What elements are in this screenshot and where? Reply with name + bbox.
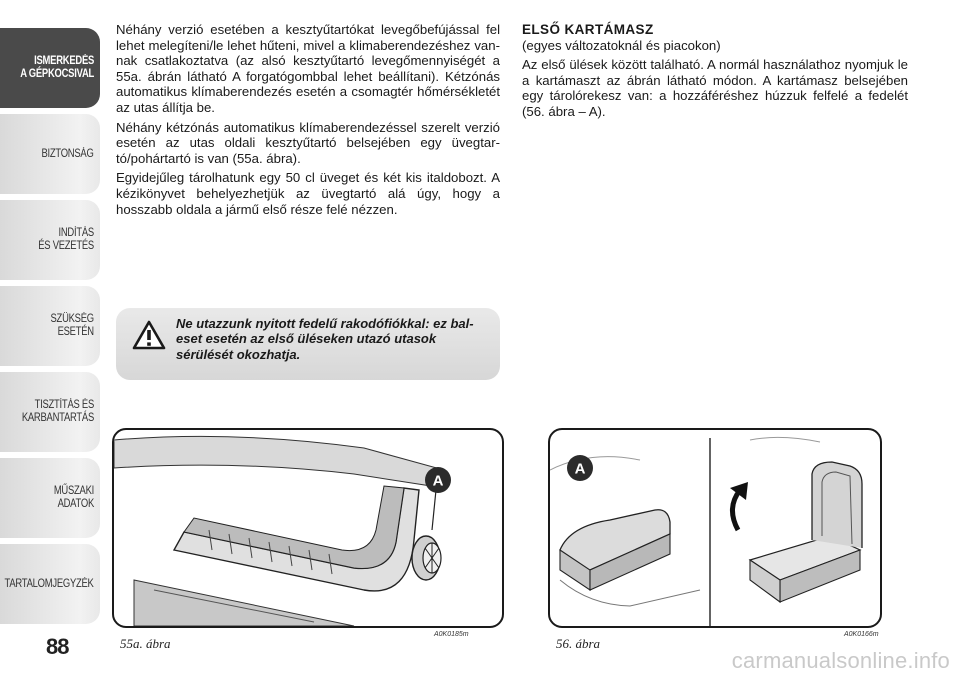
tab-inditas[interactable] — [0, 200, 100, 280]
paragraph: Néhány verzió esetében a kesztyűtartókat levegőbefújással fel lehet melegíteni/le lehet hűteni, mivel a klimaberendezéshez van-nak csatlakoztatva (az alsó kesztyűtartó levegőmennyiségét a 55a. ábrán látható A forgatógombbal lehet beállítani). Kétzónás automatikus klímaberendezés esetén a csomagtér hőmérsékletét az utas állítja be. — [116, 22, 500, 115]
tab-muszaki[interactable] — [0, 458, 100, 538]
warning-text: Ne utazzunk nyitott fedelű rakodófiókkal: ez bal-eset esetén az első üléseken utazó utasok sérülését okozhatja. — [176, 316, 474, 362]
figure-caption-55a: 55a. ábra — [120, 636, 171, 651]
figure-label-a: A — [574, 460, 586, 478]
tab-tisztitas[interactable] — [0, 372, 100, 452]
paragraph: Néhány kétzónás automatikus klímaberendezéssel szerelt verzió esetén az utas oldali kesztyűtartó belsejében egy üvegtar-tó/pohártartó is van (55a. ábra). — [116, 119, 500, 166]
tab-szukseg[interactable] — [0, 286, 100, 366]
warning-triangle-icon — [132, 320, 166, 355]
watermark-text: carmanualsonline.info — [731, 648, 950, 673]
paragraph: Az első ülések között található. A normál használathoz nyomjuk le a kartámaszt az ábrán látható módon. A kartámasz belsejében egy tárolórekesz van: a hozzáféréshez húzzuk felfelé a fedelét (56. ábra – A). — [522, 57, 908, 119]
right-text-column — [522, 22, 908, 124]
tab-label: TARTALOMJEGYZÉK — [4, 577, 94, 590]
figure-code-55a: A0K0185m — [434, 631, 469, 638]
warning-box — [116, 308, 500, 380]
glovebox-illustration — [114, 430, 502, 626]
tab-biztonsag[interactable] — [0, 114, 100, 194]
section-subtitle: (egyes változatoknál és piacokon) — [522, 37, 721, 53]
tab-label: INDÍTÁS ÉS VEZETÉS — [38, 227, 94, 252]
figure-armrest — [548, 428, 882, 628]
tab-tartalomjegyzek[interactable] — [0, 544, 100, 624]
paragraph: Egyidejűleg tárolhatunk egy 50 cl üveget és két kis italdobozt. A kézikönyvet behelyezhetjük az üvegtartó alá úgy, hogy a hosszabb oldala a jármű első része felé nézzen. — [116, 170, 500, 217]
left-text-column — [116, 22, 500, 221]
armrest-illustration — [550, 430, 880, 626]
tab-label: SZÜKSÉG ESETÉN — [50, 313, 94, 338]
figure-code-56: A0K0166m — [844, 631, 879, 638]
tab-ismerkedes[interactable] — [0, 28, 100, 108]
figure-glovebox — [112, 428, 504, 628]
tab-label: MŰSZAKI ADATOK — [53, 485, 94, 510]
page-number: 88 — [46, 634, 69, 659]
tab-label: ISMERKEDÉS A GÉPKOCSIVAL — [20, 55, 95, 80]
figure-label-a: A — [432, 472, 444, 490]
tab-label: TISZTÍTÁS ÉS KARBANTARTÁS — [21, 399, 94, 424]
figure-caption-56: 56. ábra — [556, 636, 601, 651]
tab-label: BIZTONSÁG — [41, 147, 94, 160]
section-title: ELSŐ KARTÁMASZ — [522, 22, 654, 37]
